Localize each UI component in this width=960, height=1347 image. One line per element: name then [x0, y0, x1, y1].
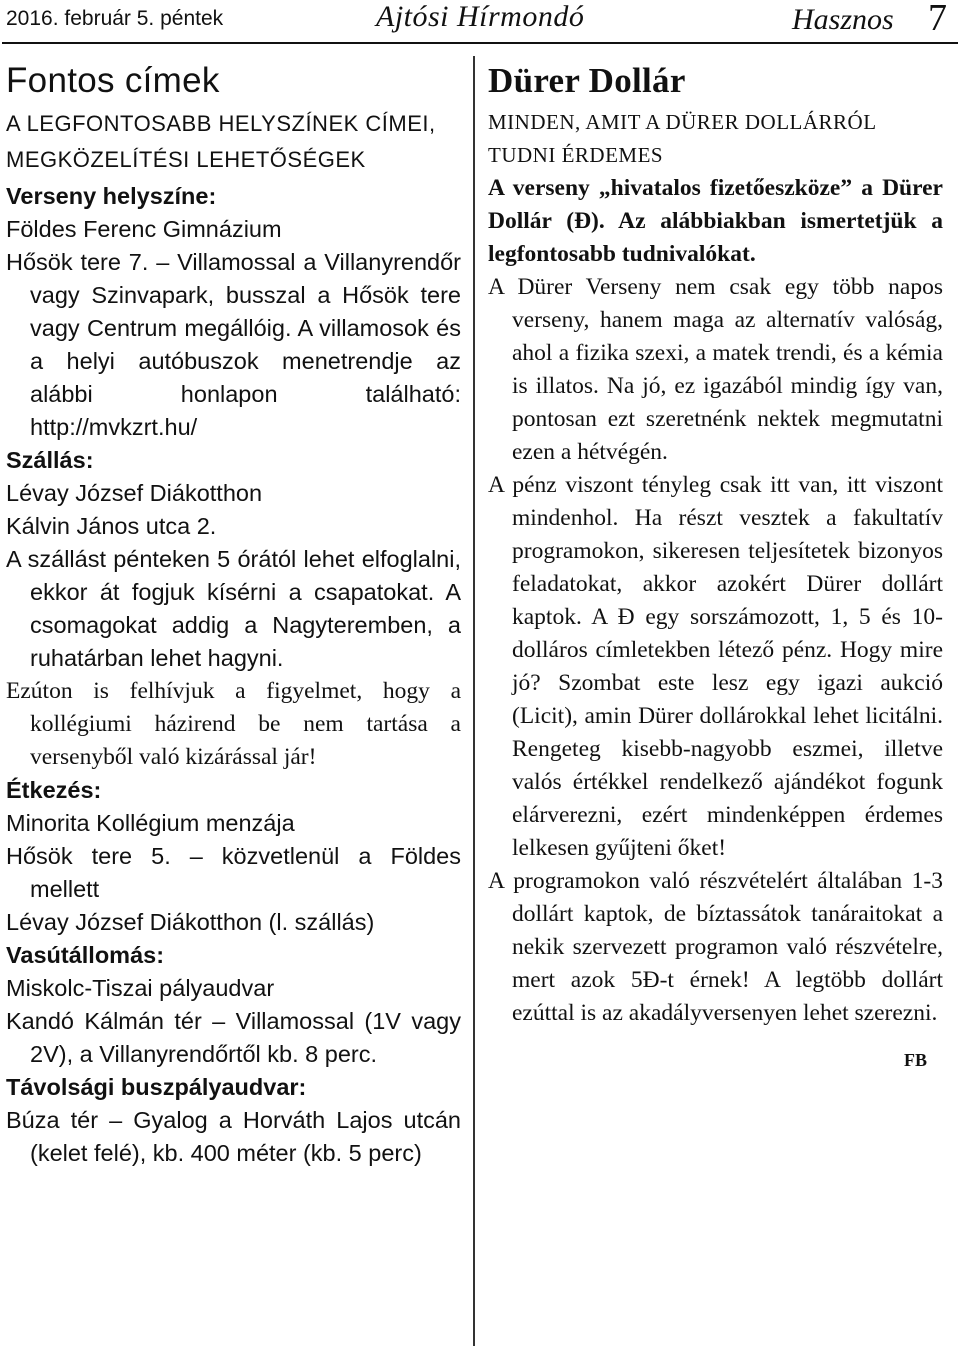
lodging-address: Kálvin János utca 2.: [6, 513, 217, 539]
venue-label: Verseny helyszíne:: [6, 183, 217, 209]
left-article-title: Fontos címek: [6, 61, 220, 100]
right-article-lead: A verseny „hivatalos fizetőeszköze” a Dürer Dollár (Đ). Az alábbiakban ismertetjük a legfontosabb tudnivalókat.: [488, 175, 943, 267]
page-number: 7: [928, 0, 947, 39]
lodging-label: Szállás:: [6, 447, 94, 473]
author-signature: FB: [903, 1050, 927, 1070]
venue-text: Hősök tere 7. – Villamossal a Villanyrendőr vagy Szinvapark, busszal a Hősök tere vagy Centrum megállóig. A villamosok és a helyi autóbuszok menetrendje az alábbi honlapon található: http://mvkzrt.hu/: [6, 249, 461, 440]
meals-address: Hősök tere 5. – közvetlenül a Földes mellett: [6, 843, 461, 902]
left-column: [6, 56, 461, 1170]
lodging-name: Lévay József Diákotthon: [6, 480, 263, 506]
rail-name: Miskolc-Tiszai pályaudvar: [6, 975, 275, 1001]
venue-name: Földes Ferenc Gimnázium: [6, 216, 282, 242]
newspaper-title: Ajtósi Hírmondó: [376, 0, 585, 33]
lodging-text: A szállást pénteken 5 órától lehet elfoglalni, ekkor át fogjuk kísérni a csapatokat. A csomagokat addig a Nagyteremben, a ruhatárban lehet hagyni.: [6, 546, 461, 671]
left-article-kicker: A LEGFONTOSABB HELYSZÍNEK CÍMEI, MEGKÖZELÍTÉSI LEHETŐSÉGEK: [6, 111, 436, 172]
meals-label: Étkezés:: [6, 777, 102, 803]
bus-label: Távolsági buszpályaudvar:: [6, 1074, 307, 1100]
right-column: [488, 56, 943, 1077]
right-article-kicker: MINDEN, AMIT A DÜRER DOLLÁRRÓL TUDNI ÉRDEMES: [488, 110, 876, 167]
meals-name: Minorita Kollégium menzája: [6, 810, 295, 836]
right-paragraph-3: A programokon való részvételért általában 1-3 dollárt kaptok, de bíztassátok tanáraitokat a nekik szervezett programon való részvételre, mert azok 5Đ-t érnek! A legtöbb dollárt ezúttal is az akadályversenyen lehet szerezni.: [488, 868, 943, 1026]
meals-alternative: Lévay József Diákotthon (l. szállás): [6, 909, 375, 935]
page-header: [0, 0, 960, 44]
rail-label: Vasútállomás:: [6, 942, 165, 968]
section-name: Hasznos: [792, 3, 894, 36]
header-rule: [2, 42, 958, 44]
right-article-title: Dürer Dollár: [488, 61, 686, 100]
column-divider: [473, 56, 475, 1346]
bus-text: Búza tér – Gyalog a Horváth Lajos utcán (kelet felé), kb. 400 méter (kb. 5 perc): [6, 1107, 461, 1166]
right-paragraph-1: A Dürer Verseny nem csak egy több napos verseny, hanem maga az alternatív valóság, ahol a fizika szexi, a matek trendi, és a kémia is illatos. Na jó, ez igazából mindig így van, pontosan ezt szeretnénk nektek megmutatni ezen a hétvégén.: [488, 274, 943, 465]
right-paragraph-2: A pénz viszont tényleg csak itt van, itt viszont mindenhol. Ha részt vesztek a fakultatív programokon, sikeresen teljesítetek bizonyos feladatokat, akkor azokért Dürer dollárt kaptok. A Đ egy sorszámozott, 1, 5 és 10-dolláros címletekben létező pénz. Hogy mire jó? Szombat este lesz egy igazi aukció (Licit), amin Dürer dollárokkal lehet licitálni. Rengeteg kisebb-nagyobb eszmei, illetve valós értékkel rendelkező ajándékot fogunk elárverezni, ezért mindenképpen érdemes lelkesen gyűjteni őket!: [488, 472, 943, 861]
notice-text: Ezúton is felhívjuk a figyelmet, hogy a kollégiumi házirend be nem tartása a versenyből való kizárással jár!: [6, 678, 461, 770]
rail-text: Kandó Kálmán tér – Villamossal (1V vagy 2V), a Villanyrendőrtől kb. 8 perc.: [6, 1008, 461, 1067]
issue-date: 2016. február 5. péntek: [6, 7, 224, 30]
